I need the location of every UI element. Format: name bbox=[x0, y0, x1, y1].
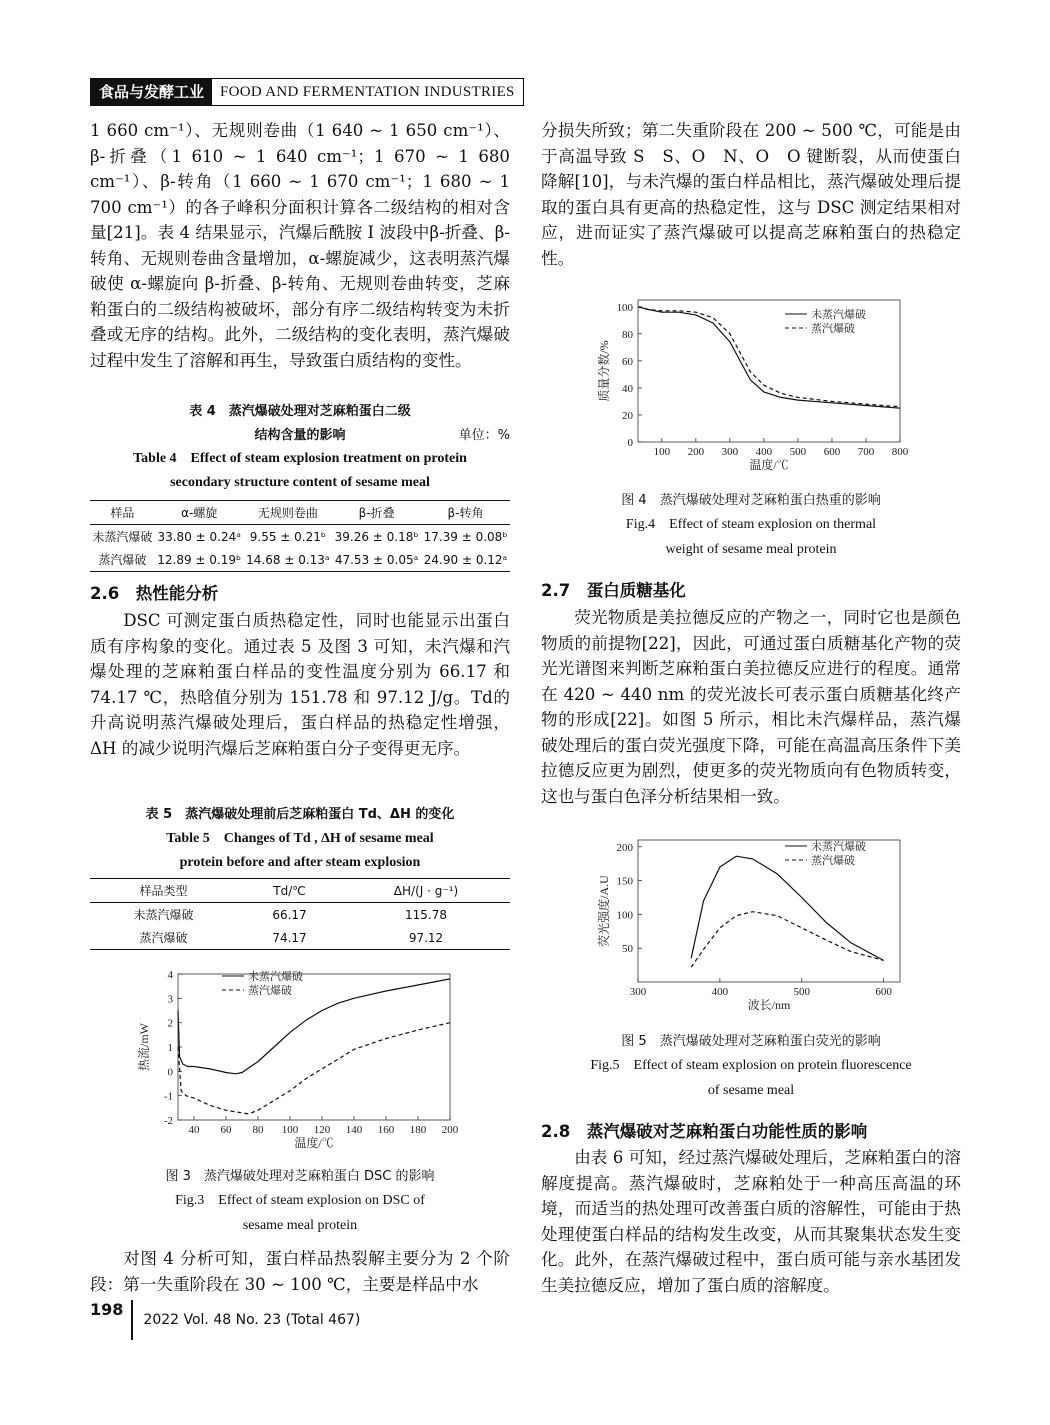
table4-caption-row bbox=[90, 424, 510, 444]
y-tick-label: 100 bbox=[616, 301, 633, 314]
y-axis-label: 荧光强度/A.U bbox=[597, 875, 611, 947]
y-tick-label: 3 bbox=[167, 993, 173, 1006]
journal-title-cn: 食品与发酵工业 bbox=[91, 79, 212, 105]
series-line-2 bbox=[638, 307, 900, 407]
table-cell: 未蒸汽爆破 bbox=[133, 908, 194, 922]
col-header: 无规则卷曲 bbox=[257, 506, 318, 520]
fig4-caption-en-1: Fig.4 Effect of steam explosion on thermal bbox=[625, 517, 877, 532]
table4-caption-cn-2: 结构含量的影响 bbox=[254, 428, 346, 443]
y-tick-label: 2 bbox=[167, 1017, 173, 1030]
x-tick-label: 40 bbox=[188, 1124, 200, 1136]
fig3-caption-en-2: sesame meal protein bbox=[242, 1218, 358, 1233]
left-paragraph-3: 对图 4 分析可知，蛋白样品热裂解主要分为 2 个阶段：第一失重阶段在 30 ~ 100 ℃，主要是样品中水 bbox=[90, 1249, 510, 1294]
table-cell: 蒸汽爆破 bbox=[139, 931, 188, 945]
legend-label: 未蒸汽爆破 bbox=[248, 971, 303, 983]
x-tick-label: 140 bbox=[345, 1124, 363, 1136]
section-heading-2-8: 2.8 蒸汽爆破对芝麻粕蛋白功能性质的影响 bbox=[541, 1122, 868, 1141]
y-tick-label: 0 bbox=[167, 1066, 173, 1079]
x-tick-label: 200 bbox=[441, 1124, 459, 1136]
y-tick-label: 50 bbox=[622, 943, 633, 956]
table-cell: 74.17 bbox=[272, 930, 307, 945]
chart-fig5 bbox=[590, 832, 910, 1017]
y-tick-label: 20 bbox=[622, 409, 633, 422]
section-heading-2-7: 2.7 蛋白质糖基化 bbox=[541, 581, 686, 600]
fig5-caption-en-2: of sesame meal bbox=[707, 1083, 795, 1098]
table-cell: 17.39 ± 0.08ᵇ bbox=[423, 529, 508, 544]
fig3-caption-cn: 图 3 蒸汽爆破处理对芝麻粕蛋白 DSC 的影响 bbox=[165, 1169, 435, 1184]
table4-unit: 单位：% bbox=[458, 428, 510, 443]
legend-label: 未蒸汽爆破 bbox=[811, 309, 866, 321]
table-cell: 66.17 bbox=[272, 907, 307, 922]
table-cell: 未蒸汽爆破 bbox=[92, 530, 153, 544]
x-tick-label: 100 bbox=[281, 1124, 299, 1136]
table4-caption-en-2: secondary structure content of sesame meal bbox=[170, 475, 430, 490]
right-paragraph-2: 荧光物质是美拉德反应的产物之一，同时它也是颜色物质的前提物[22]，因此，可通过蛋白质糖基化产物的荧光光谱图来判断芝麻粕蛋白美拉德反应进行的程度。通常在 420 ~ 440 nm 的荧光波长可表示蛋白质糖基化终产物的形成[22]。如图 5 所示，相比未汽爆样品，蒸汽爆破处理后的蛋白荧光强度下降，可能在高温高压条件下美拉德反应更为剧烈，使更多的荧光物质向有色物质转变，这也与蛋白色泽分析结果相一致。 bbox=[541, 608, 961, 806]
fig3-caption-en-1: Fig.3 Effect of steam explosion on DSC of bbox=[175, 1193, 425, 1208]
y-axis-label: 质量分数/% bbox=[597, 340, 611, 402]
table-cell: 9.55 ± 0.21ᵇ bbox=[249, 529, 327, 544]
journal-header bbox=[90, 78, 524, 106]
y-axis-label: 热流/mW bbox=[137, 1023, 151, 1071]
fig5-caption-cn: 图 5 蒸汽爆破处理对芝麻粕蛋白荧光的影响 bbox=[621, 1034, 881, 1049]
y-tick-label: 4 bbox=[167, 969, 173, 981]
series-line-1 bbox=[691, 856, 883, 960]
x-axis-label: 温度/℃ bbox=[294, 1136, 334, 1150]
series-line-2 bbox=[691, 912, 883, 967]
x-tick-label: 700 bbox=[857, 446, 875, 458]
plot-frame bbox=[638, 300, 900, 442]
table-cell: 33.80 ± 0.24ᵃ bbox=[157, 529, 241, 544]
y-tick-label: 0 bbox=[627, 437, 633, 449]
x-tick-label: 100 bbox=[653, 446, 671, 458]
right-paragraph-3: 由表 6 可知，经过蒸汽爆破处理后，芝麻粕蛋白的溶解度提高。蒸汽爆破时，芝麻粕处于一种高压高温的环境，而适当的热处理可改善蛋白质的溶解性，可能由于热处理使蛋白样品的结构发生改变，从而其聚集状态发生变化。此外，在蒸汽爆破过程中，蛋白质可能与亲水基团发生美拉德反应，增加了蛋白质的溶解度。 bbox=[541, 1148, 961, 1295]
x-axis-label: 温度/℃ bbox=[749, 458, 789, 472]
table-header-row bbox=[90, 501, 510, 525]
table-cell: 115.78 bbox=[405, 907, 447, 922]
page-footer bbox=[90, 1300, 360, 1340]
fig5-caption-en-1: Fig.5 Effect of steam explosion on protein fluorescence bbox=[590, 1058, 912, 1073]
table-cell: 24.90 ± 0.12ᵃ bbox=[423, 552, 508, 567]
y-tick-label: 80 bbox=[622, 328, 633, 341]
volume-info: 2022 Vol. 48 No. 23 (Total 467) bbox=[143, 1312, 361, 1328]
x-tick-label: 120 bbox=[313, 1124, 331, 1136]
series-line-1 bbox=[178, 979, 450, 1074]
x-tick-label: 600 bbox=[875, 986, 892, 998]
y-tick-label: 100 bbox=[616, 909, 633, 922]
y-tick-label: 1 bbox=[167, 1042, 173, 1054]
y-tick-label: 60 bbox=[622, 355, 633, 368]
table5-caption-cn: 表 5 蒸汽爆破处理前后芝麻粕蛋白 Td、ΔH 的变化 bbox=[145, 807, 455, 822]
page-number: 198 bbox=[90, 1300, 133, 1340]
col-header: 样品类型 bbox=[139, 884, 188, 898]
table-row bbox=[90, 926, 510, 950]
y-tick-label: -2 bbox=[163, 1115, 173, 1127]
col-header: β-折叠 bbox=[358, 506, 395, 520]
table-5 bbox=[90, 878, 510, 950]
chart-fig3 bbox=[130, 962, 460, 1152]
table5-caption-en-2: protein before and after steam explosion bbox=[179, 855, 421, 870]
y-tick-label: -1 bbox=[163, 1090, 173, 1103]
x-tick-label: 180 bbox=[409, 1124, 427, 1136]
x-tick-label: 200 bbox=[687, 446, 705, 458]
chart-fig4 bbox=[590, 292, 910, 477]
x-tick-label: 80 bbox=[252, 1124, 264, 1136]
legend-label: 未蒸汽爆破 bbox=[811, 841, 866, 853]
col-header: Td/℃ bbox=[273, 883, 306, 898]
plot-frame bbox=[178, 974, 450, 1120]
x-tick-label: 300 bbox=[629, 986, 647, 998]
series-line-1 bbox=[638, 307, 900, 408]
left-paragraph-1: 1 660 cm⁻¹）、无规则卷曲（1 640 ~ 1 650 cm⁻¹）、β-折叠（1 610 ~ 1 640 cm⁻¹；1 670 ~ 1 680 cm⁻¹）、β-转角（1 660 ~ 1 670 cm⁻¹；1 680 ~ 1 700 cm⁻¹）的各子峰积分面积计算各二级结构的相对含量[21]。表 4 结果显示，汽爆后酰胺 I 波段中β-折叠、β-转角、无规则卷曲含量增加，α-螺旋减少，这表明蒸汽爆破使 α-螺旋向 β-折叠、β-转角、无规则卷曲转变，芝麻粕蛋白的二级结构被破坏，部分有序二级结构转变为未折叠或无序的结构。此外，二级结构的变化表明，蒸汽爆破过程中发生了溶解和再生，导致蛋白质结构的变性。 bbox=[90, 121, 510, 370]
left-paragraph-2: DSC 可测定蛋白质热稳定性，同时也能显示出蛋白质有序构象的变化。通过表 5 及图 3 可知，未汽爆和汽爆处理的芝麻粕蛋白样品的变性温度分别为 66.17 和 74.17 ℃，热晗值分别为 151.78 和 97.12 J/g。Td的升高说明蒸汽爆破处理后，蛋白样品的热稳定性增强，ΔH 的减少说明汽爆后芝麻粕蛋白分子变得更无序。 bbox=[90, 611, 510, 758]
table-cell: 12.89 ± 0.19ᵇ bbox=[157, 552, 242, 567]
y-tick-label: 150 bbox=[616, 875, 633, 888]
x-tick-label: 60 bbox=[220, 1124, 232, 1136]
fig4-caption-cn: 图 4 蒸汽爆破处理对芝麻粕蛋白热重的影响 bbox=[621, 493, 881, 508]
x-tick-label: 500 bbox=[789, 446, 807, 458]
col-header: β-转角 bbox=[447, 506, 484, 520]
journal-title-en: FOOD AND FERMENTATION INDUSTRIES bbox=[220, 84, 515, 100]
table-header-row bbox=[90, 879, 510, 903]
x-tick-label: 500 bbox=[793, 986, 810, 998]
plot-frame bbox=[638, 840, 900, 982]
y-tick-label: 40 bbox=[622, 382, 633, 395]
legend-label: 蒸汽爆破 bbox=[248, 985, 292, 997]
col-header: α-螺旋 bbox=[181, 506, 218, 520]
x-tick-label: 400 bbox=[711, 986, 729, 998]
legend-label: 蒸汽爆破 bbox=[811, 855, 855, 867]
section-heading-2-6: 2.6 热性能分析 bbox=[90, 584, 219, 603]
table-cell: 14.68 ± 0.13ᵃ bbox=[246, 552, 330, 567]
legend-label: 蒸汽爆破 bbox=[811, 323, 855, 335]
col-header: ΔH/(J · g⁻¹) bbox=[393, 883, 459, 898]
series-line-2 bbox=[178, 1023, 450, 1114]
table-cell: 47.53 ± 0.05ᵃ bbox=[334, 552, 419, 567]
fig4-caption-en-2: weight of sesame meal protein bbox=[665, 542, 837, 557]
table5-caption-en-1: Table 5 Changes of Td , ΔH of sesame meal bbox=[166, 831, 434, 846]
table4-caption-en-1: Table 4 Effect of steam explosion treatment on protein bbox=[133, 451, 467, 466]
col-header: 样品 bbox=[110, 506, 135, 520]
table-row bbox=[90, 548, 510, 572]
x-tick-label: 300 bbox=[721, 446, 739, 458]
table4-caption-cn-1: 表 4 蒸汽爆破处理对芝麻粕蛋白二级 bbox=[189, 404, 411, 419]
table-row bbox=[90, 903, 510, 927]
x-tick-label: 400 bbox=[755, 446, 773, 458]
x-axis-label: 波长/nm bbox=[747, 998, 791, 1012]
table-cell: 97.12 bbox=[408, 930, 444, 945]
table-row bbox=[90, 525, 510, 549]
table-4 bbox=[90, 500, 510, 572]
x-tick-label: 800 bbox=[891, 446, 909, 458]
x-tick-label: 600 bbox=[823, 446, 841, 458]
y-tick-label: 200 bbox=[616, 841, 633, 854]
table-cell: 蒸汽爆破 bbox=[98, 553, 147, 567]
x-tick-label: 160 bbox=[377, 1124, 395, 1136]
table-cell: 39.26 ± 0.18ᵇ bbox=[334, 529, 419, 544]
right-paragraph-1: 分损失所致；第二失重阶段在 200 ~ 500 ℃，可能是由于高温导致 S S、O N、O O 键断裂，从而使蛋白降解[10]，与未汽爆的蛋白样品相比，蒸汽爆破处理后提取的蛋白具有更高的热稳定性，这与 DSC 测定结果相对应，进而证实了蒸汽爆破可以提高芝麻粕蛋白的热稳定性。 bbox=[541, 121, 961, 268]
